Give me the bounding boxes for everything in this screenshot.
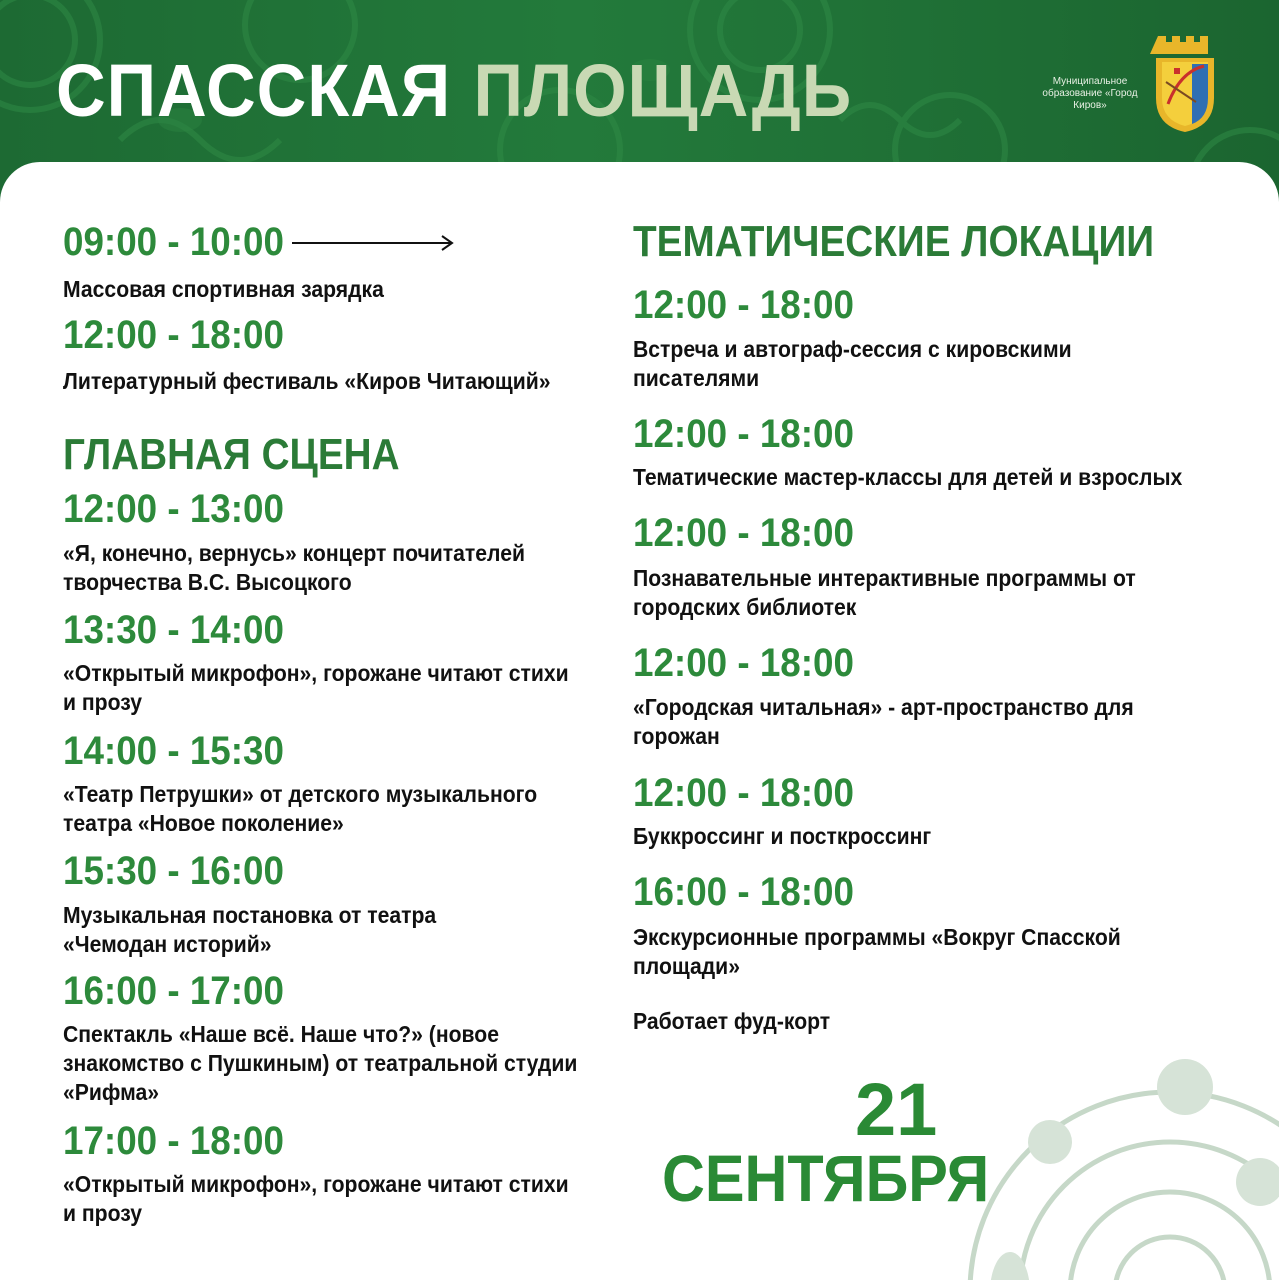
date-day: 21 [855,1068,938,1151]
main-stage-time-1: 12:00 - 13:00 [63,487,284,531]
thematic-time-2: 12:00 - 18:00 [633,412,854,456]
main-stage-desc-4: Музыкальная постановка от театра «Чемодан историй» [63,902,437,957]
thematic-time-4: 12:00 - 18:00 [633,641,854,685]
date-month: СЕНТЯБРЯ [662,1141,990,1215]
intro-desc-2: Литературный фестиваль «Киров Читающий» [63,368,551,394]
page-title [56,46,852,136]
thematic-heading: ТЕМАТИЧЕСКИЕ ЛОКАЦИИ [633,217,1155,266]
main-stage-time-4: 15:30 - 16:00 [63,849,284,893]
thematic-desc-3: Познавательные интерактивные программы от городских библиотек [633,565,1136,620]
thematic-desc-2: Тематические мастер-классы для детей и взрослых [633,464,1183,490]
intro-time-1: 09:00 - 10:00 [63,220,284,264]
main-stage-desc-3: «Театр Петрушки» от детского музыкального театра «Новое поколение» [63,781,538,836]
kirov-coat-of-arms-icon [1150,30,1220,135]
title-part-2: ПЛОЩАДЬ [473,49,853,132]
thematic-time-6: 16:00 - 18:00 [633,870,854,914]
thematic-time-3: 12:00 - 18:00 [633,511,854,555]
title-part-1: СПАССКАЯ [56,49,452,132]
main-stage-time-2: 13:30 - 14:00 [63,608,284,652]
main-stage-heading: ГЛАВНАЯ СЦЕНА [63,430,400,479]
main-stage-time-6: 17:00 - 18:00 [63,1119,284,1163]
intro-desc-1: Массовая спортивная зарядка [63,276,384,302]
municipality-label: Муниципальное образование «Город Киров» [1042,76,1138,111]
thematic-desc-1: Встреча и автограф-сессия с кировскими писателями [633,336,1072,391]
thematic-desc-5: Буккроссинг и посткроссинг [633,823,932,849]
arrow-right-icon [292,233,457,253]
food-court-note: Работает фуд-корт [633,1008,831,1034]
schedule-panel [0,162,1279,1280]
thematic-desc-6: Экскурсионные программы «Вокруг Спасской площади» [633,924,1121,979]
main-stage-time-5: 16:00 - 17:00 [63,969,284,1013]
thematic-desc-4: «Городская читальная» - арт-пространство для горожан [633,694,1134,749]
main-stage-desc-5: Спектакль «Наше всё. Наше что?» (новое знакомство с Пушкиным) от театральной студии «Рифма» [63,1021,578,1105]
thematic-time-5: 12:00 - 18:00 [633,771,854,815]
main-stage-time-3: 14:00 - 15:30 [63,729,284,773]
thematic-time-1: 12:00 - 18:00 [633,283,854,327]
main-stage-desc-2: «Открытый микрофон», горожане читают стихи и прозу [63,660,569,715]
intro-time-2: 12:00 - 18:00 [63,313,284,357]
main-stage-desc-6: «Открытый микрофон», горожане читают стихи и прозу [63,1171,569,1226]
main-stage-desc-1: «Я, конечно, вернусь» концерт почитателей творчества В.С. Высоцкого [63,540,525,595]
